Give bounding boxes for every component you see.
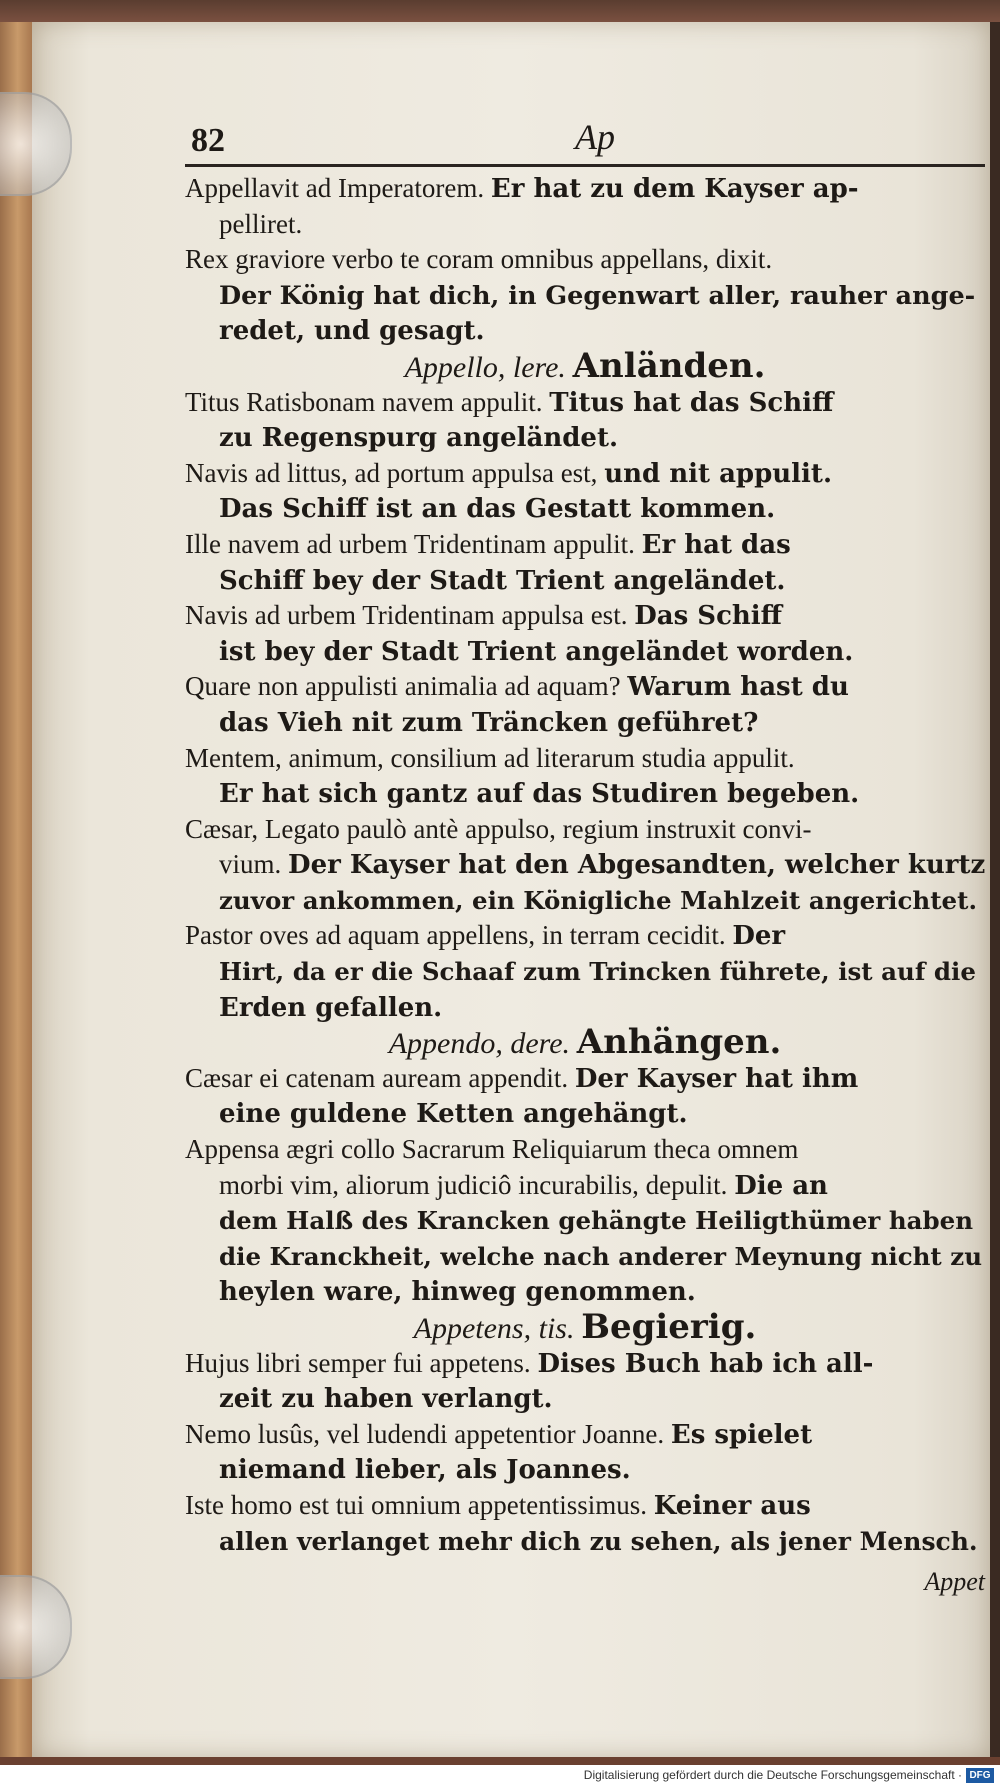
- latin-text: Appensa ægri collo Sacrarum Reliquiarum theca omnem: [185, 1134, 799, 1165]
- dfg-logo: DFG: [966, 1768, 994, 1783]
- latin-lemma: Appendo, dere.: [388, 1027, 571, 1061]
- text-line: [185, 456, 985, 492]
- text-line: [185, 278, 985, 314]
- text-line: [185, 527, 985, 563]
- german-text: niemand lieber, als Joannes.: [219, 1455, 631, 1486]
- text-line: [185, 634, 985, 670]
- text-line: [185, 171, 985, 207]
- german-text: Die an: [734, 1170, 828, 1201]
- german-text: Schiff bey der Stadt Trient angeländet.: [219, 565, 786, 596]
- text-line: [185, 1239, 985, 1275]
- german-text: Das Schiff ist an das Gestatt kommen.: [219, 494, 776, 525]
- text-line: [185, 1381, 985, 1417]
- text-line: [185, 883, 985, 919]
- german-text: Keiner aus: [653, 1490, 811, 1521]
- text-line: [185, 1488, 985, 1524]
- german-lemma: Anländen.: [572, 345, 766, 386]
- text-line: [185, 1168, 985, 1204]
- text-line: [185, 563, 985, 599]
- text-line: [185, 1452, 985, 1488]
- text-line: [185, 847, 985, 883]
- running-head: Ap: [575, 117, 615, 157]
- latin-text: Navis ad littus, ad portum appulsa est,: [185, 457, 598, 488]
- latin-text: Navis ad urbem Tridentinam appulsa est.: [185, 600, 628, 631]
- text-line: [185, 812, 985, 848]
- german-text: das Vieh nit zum Träncken geführet?: [219, 707, 759, 738]
- german-text: Er hat das: [641, 529, 791, 560]
- german-text: die Kranckheit, welche nach anderer Meynung nicht zu: [219, 1241, 983, 1271]
- german-text: Warum hast du: [627, 672, 849, 703]
- german-text: Der König hat dich, in Gegenwart aller, rauher ange-: [219, 280, 976, 311]
- text-line: [185, 1203, 985, 1239]
- text-line: [185, 1061, 985, 1097]
- german-text: Es spielet: [670, 1419, 813, 1450]
- german-text: Der Kayser hat den Abgesandten, welcher kurtz: [288, 850, 986, 881]
- text-line: [185, 207, 985, 243]
- latin-text: pelliret.: [219, 208, 303, 239]
- text-line: [185, 1096, 985, 1132]
- dictionary-entries: [185, 171, 985, 1559]
- book-top-edge: [0, 0, 1000, 22]
- german-text: Der Kayser hat ihm: [574, 1063, 859, 1094]
- latin-text: Mentem, animum, consilium ad literarum studia appulit.: [185, 742, 795, 773]
- german-text: zu Regenspurg angeländet.: [219, 423, 619, 454]
- text-line: [185, 1346, 985, 1382]
- german-text: eine guldene Ketten angehängt.: [219, 1099, 688, 1130]
- latin-text: vium.: [219, 849, 282, 880]
- text-line: [185, 242, 985, 278]
- text-line: [185, 1132, 985, 1168]
- text-line: [185, 918, 985, 954]
- page-header: [185, 112, 985, 167]
- german-lemma: Begierig.: [581, 1307, 757, 1347]
- text-line: [185, 420, 985, 456]
- text-line: [185, 705, 985, 741]
- book-spine: [0, 22, 32, 1757]
- german-text: Er hat sich gantz auf das Studiren begeben.: [219, 779, 860, 810]
- text-line: [185, 598, 985, 634]
- german-text: allen verlanget mehr dich zu sehen, als jener Mensch.: [219, 1526, 978, 1556]
- latin-text: Cæsar ei catenam auream appendit.: [185, 1062, 569, 1093]
- text-line: [185, 669, 985, 705]
- german-text: zeit zu haben verlangt.: [219, 1384, 553, 1415]
- digitization-footer: [0, 1765, 1000, 1787]
- german-text: zuvor ankommen, ein Königliche Mahlzeit angerichtet.: [219, 885, 977, 915]
- latin-text: Pastor oves ad aquam appellens, in terram cecidit.: [185, 920, 726, 951]
- text-line: [185, 491, 985, 527]
- entry-heading: [185, 1022, 985, 1063]
- latin-text: Hujus libri semper fui appetens.: [185, 1347, 531, 1378]
- latin-text: Nemo lusûs, vel ludendi appetentior Joanne.: [185, 1418, 665, 1449]
- german-text: Erden gefallen.: [219, 992, 443, 1023]
- german-lemma: Anhängen.: [576, 1022, 782, 1063]
- text-line: [185, 1274, 985, 1310]
- latin-text: Appellavit ad Imperatorem.: [185, 173, 485, 203]
- german-text: Dises Buch hab ich all-: [537, 1348, 874, 1379]
- german-text: Das Schiff: [634, 601, 783, 632]
- latin-text: Rex graviore verbo te coram omnibus appellans, dixit.: [185, 244, 773, 275]
- page-content: [185, 112, 986, 1596]
- text-line: [185, 741, 985, 777]
- text-line: [185, 385, 985, 421]
- text-line: [185, 1524, 985, 1560]
- catchword: Appet: [924, 1567, 985, 1596]
- entry-heading: [185, 1307, 985, 1347]
- latin-text: Cæsar, Legato paulò antè appulso, regium instruxit convi-: [185, 813, 812, 844]
- german-text: heylen ware, hinweg genommen.: [219, 1277, 696, 1308]
- text-line: [185, 776, 985, 812]
- book-bottom-edge: [0, 1757, 1000, 1765]
- latin-text: Iste homo est tui omnium appetentissimus.: [185, 1489, 647, 1520]
- text-line: [185, 1417, 985, 1453]
- german-text: Titus hat das Schiff: [549, 387, 834, 418]
- latin-text: Quare non appulisti animalia ad aquam?: [185, 671, 621, 702]
- german-text: redet, und gesagt.: [219, 316, 485, 347]
- text-line: [185, 313, 985, 349]
- german-text: Hirt, da er die Schaaf zum Trincken führete, ist auf die: [219, 957, 976, 987]
- page-number: 82: [191, 122, 225, 159]
- german-text: dem Halß des Krancken gehängte Heiligthümer haben: [219, 1206, 974, 1236]
- footer-credit: Digitalisierung gefördert durch die Deutsche Forschungsgemeinschaft ·: [583, 1768, 962, 1782]
- latin-lemma: Appello, lere.: [404, 350, 566, 384]
- german-text: ist bey der Stadt Trient angeländet worden.: [219, 636, 854, 667]
- text-line: [185, 954, 985, 990]
- text-line: [185, 990, 985, 1026]
- german-text: Er hat zu dem Kayser ap-: [490, 174, 859, 204]
- german-text: Der: [732, 921, 786, 952]
- latin-lemma: Appetens, tis.: [413, 1312, 575, 1345]
- latin-text: Ille navem ad urbem Tridentinam appulit.: [185, 528, 635, 559]
- latin-text: Titus Ratisbonam navem appulit.: [185, 386, 543, 417]
- entry-heading: [185, 345, 985, 386]
- latin-text: morbi vim, aliorum judiciô incurabilis, depulit.: [219, 1169, 728, 1200]
- german-text: und nit appulit.: [604, 458, 832, 489]
